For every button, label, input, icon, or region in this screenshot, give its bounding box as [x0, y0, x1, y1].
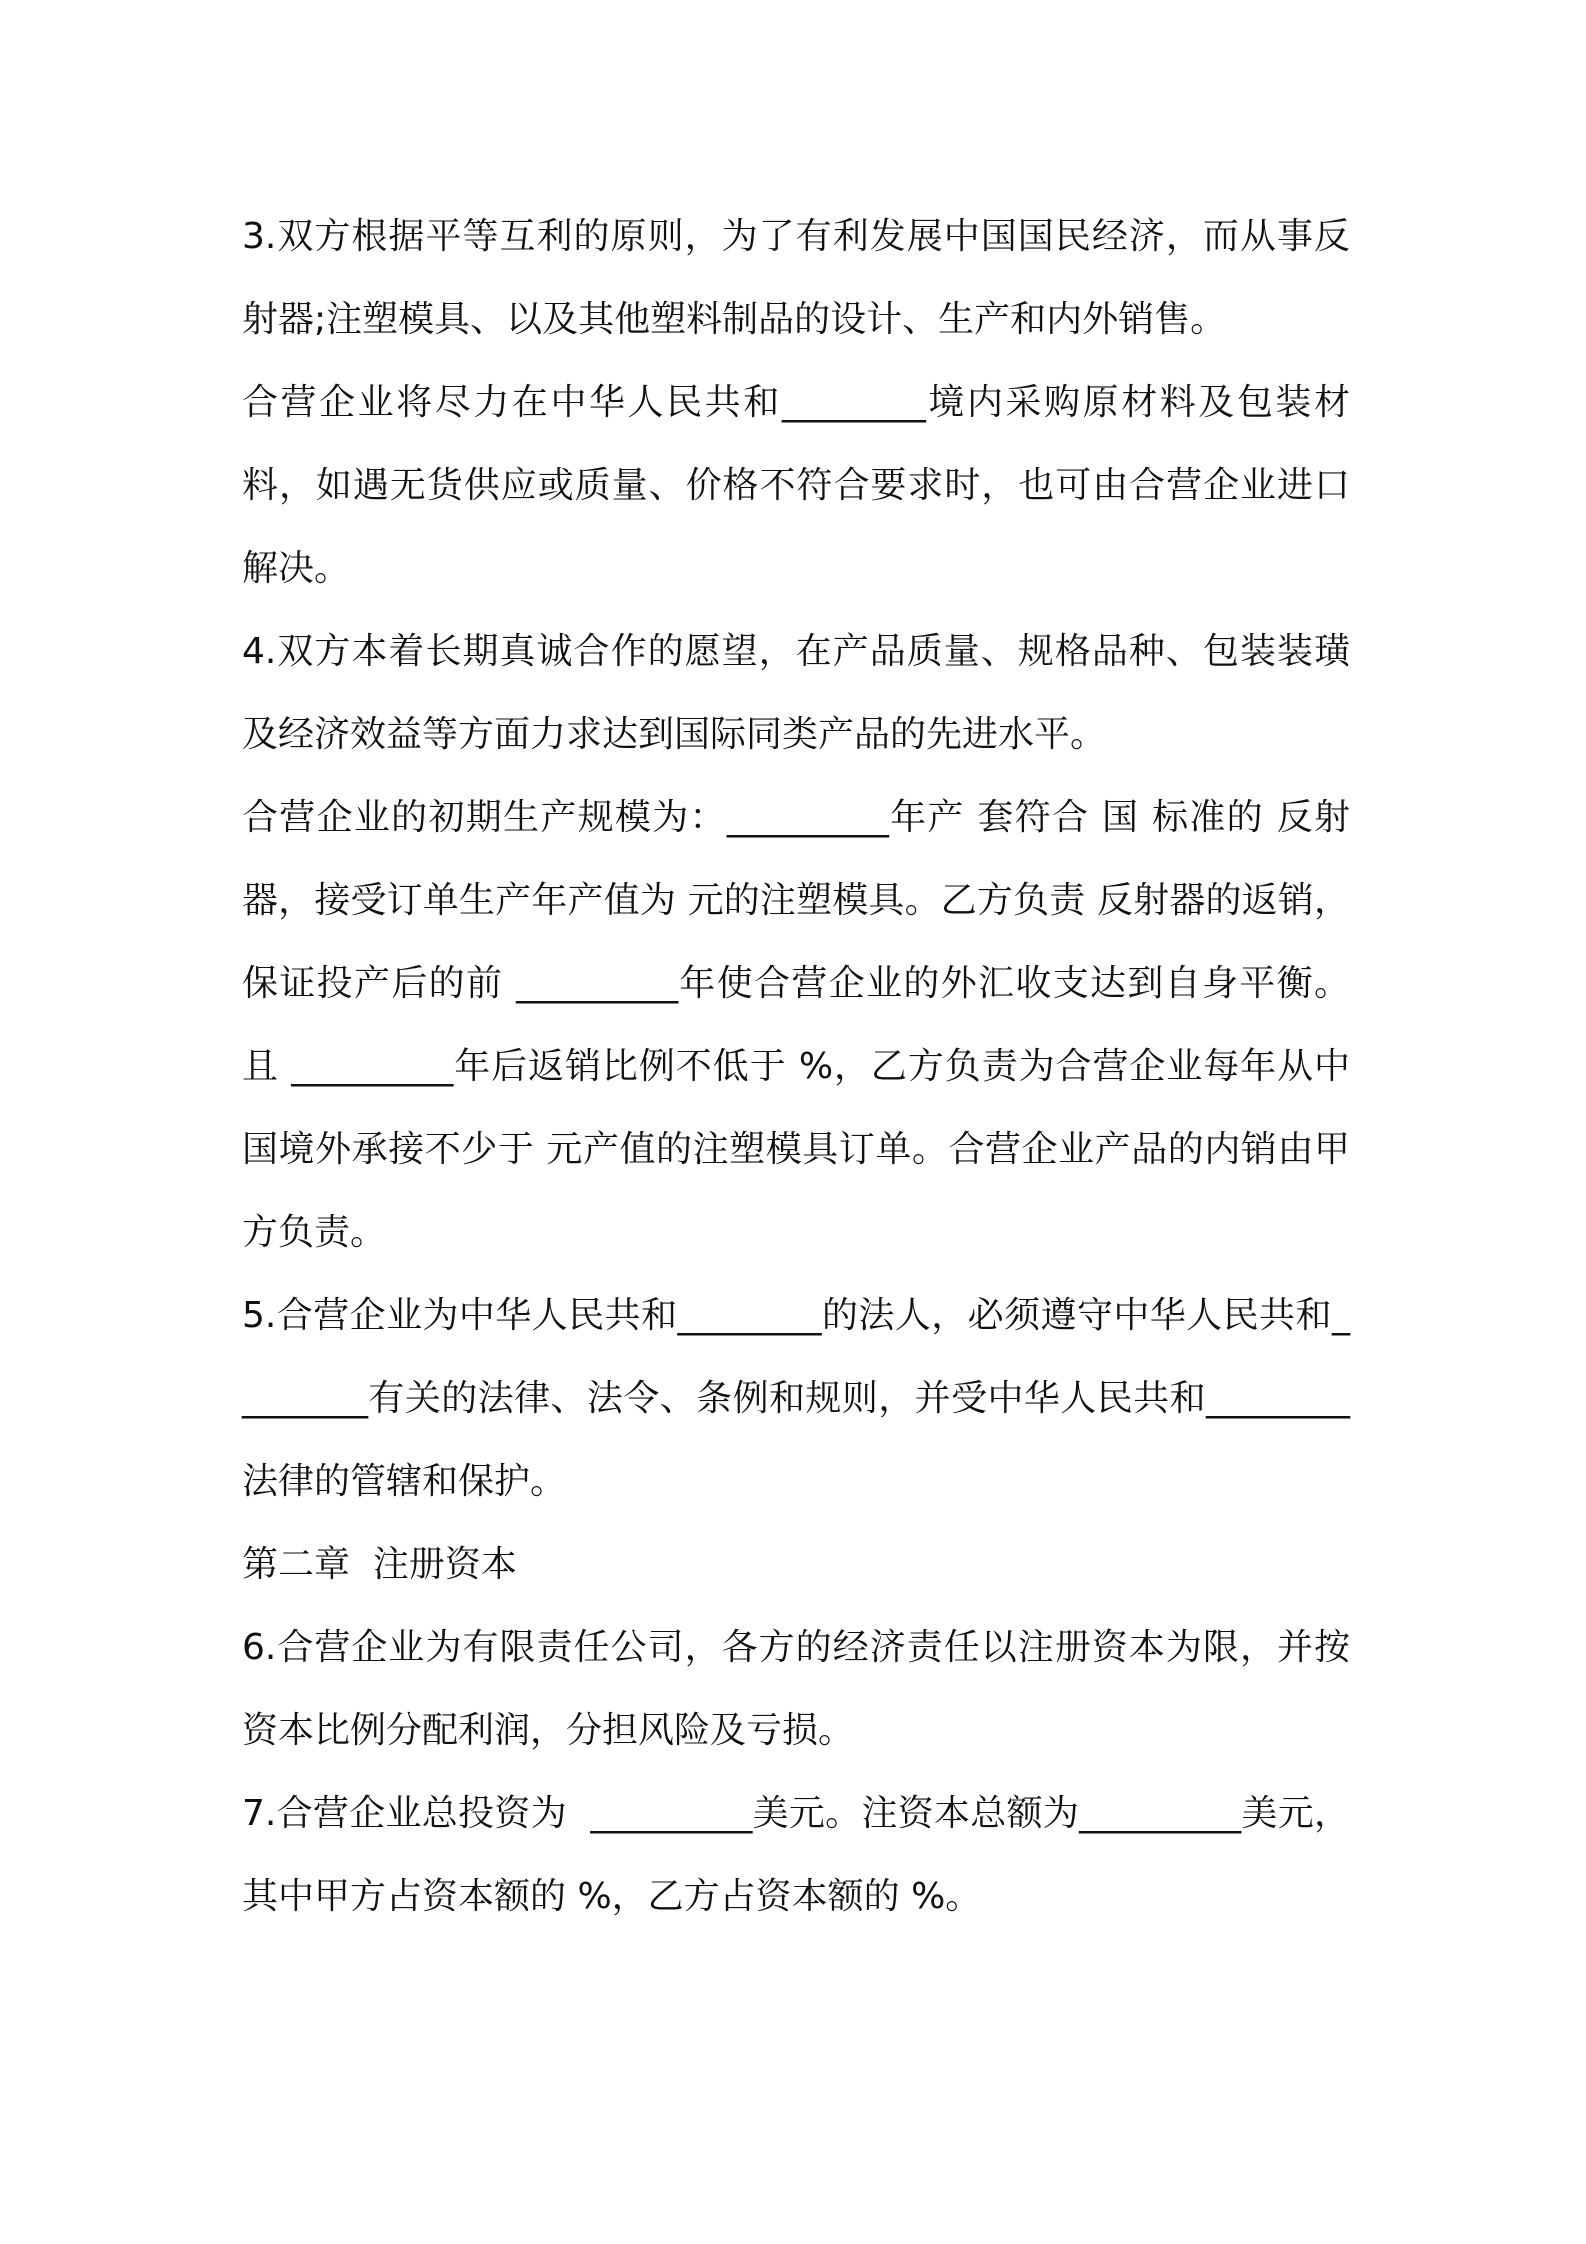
- clause-7-paragraph: 7.合营企业总投资为 _________美元。注资本总额为_________美元，其中甲方占资本额的 %，乙方占资本额的 %。: [242, 1793, 1350, 1917]
- clause-3-paragraph: 3.双方根据平等互利的原则，为了有利发展中国国民经济，而从事反射器;注塑模具、以及其他塑料制品的设计、生产和内外销售。: [242, 216, 1350, 340]
- clause-6-paragraph: 6.合营企业为有限责任公司，各方的经济责任以注册资本为限，并按资本比例分配利润，分担风险及亏损。: [242, 1627, 1350, 1751]
- clause-5-paragraph: 5.合营企业为中华人民共和________的法人，必须遵守中华人民共和________有关的法律、法令、条例和规则，并受中华人民共和________法律的管辖和保护。: [242, 1295, 1350, 1502]
- chapter-heading: 第二章 注册资本: [242, 1544, 517, 1585]
- clause-4-paragraph: 4.双方本着长期真诚合作的愿望，在产品质量、规格品种、包装装璜及经济效益等方面力求达到国际同类产品的先进水平。: [242, 631, 1350, 755]
- document-body: [242, 195, 1350, 1938]
- procurement-paragraph: 合营企业将尽力在中华人民共和________境内采购原材料及包装材料，如遇无货供应或质量、价格不符合要求时，也可由合营企业进口解决。: [242, 382, 1350, 589]
- production-scale-paragraph: 合营企业的初期生产规模为：_________年产 套符合 国 标准的 反射器，接受订单生产年产值为 元的注塑模具。乙方负责 反射器的返销，保证投产后的前 _________年使合营企业的外汇收支达到自身平衡。且 _________年后返销比例不低于 %，乙方负责为合营企业每年从中国境外承接不少于 元产值的注塑模具订单。合营企业产品的内销由甲方负责。: [242, 797, 1350, 1253]
